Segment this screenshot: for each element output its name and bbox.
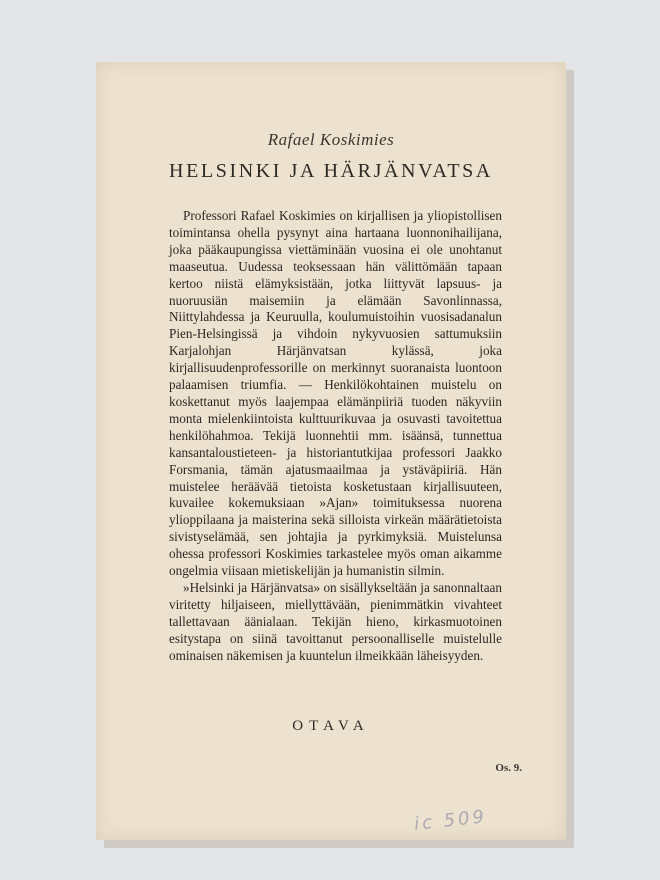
publisher-name: OTAVA xyxy=(292,718,370,734)
handwritten-note: ic 509 xyxy=(413,806,488,835)
blurb-paragraph: »Helsinki ja Härjänvatsa» on sisällykseltään ja sanonnaltaan viritetty hiljaiseen, miellyttävään, pienimmätkin vivahteet tallettavaan äänialaan. Tekijän hieno, kirkasmuotoinen esitystapa on siinä tavoittanut persoonalliselle muistelulle ominaisen näkemisen ja kuuntelun ilmeikkään läheisyyden. xyxy=(169,579,502,663)
book-back-cover xyxy=(96,62,566,840)
blurb-text xyxy=(169,208,502,664)
author-name: Rafael Koskimies xyxy=(267,130,395,149)
blurb-paragraph: Professori Rafael Koskimies on kirjallisen ja yliopistollisen toimintansa ohella pysynyt aina hartaana luonnonihailijana, joka pääkaupungissa viettäminään vuosina ei ole unohtanut maaseutua. Uudessa teoksessaan hän välittömään tapaan kertoo niistä elämyksistään, jotka liittyvät lapsuus- ja nuoruusiän maisemiin ja elämään Savonlinnassa, Niittylahdessa ja Keuruulla, koulumuistoihin vuosisadanalun Pien-Helsingissä ja vihdoin nykyvuosien sattumuksiin Karjalohjan Härjänvatsan kylässä, joka kirjallisuudenprofessorille on merkinnyt suoranaista luontoon palaamisen triumfia. — Henkilökohtainen muistelu on koskettanut myös laajempaa elämänpiiriä tuoden näkyviin monta mielenkiintoista kulttuurikuvaa ja osuvasti tavoitettua henkilöhahmoa. Tekijä luonnehtii mm. isäänsä, tunnettua kansantaloustieteen- ja historiantutkijaa professori Jaakko Forsmania, tämän ajatusmaailmaa ja ystäväpiiriä. Hän muistelee heräävää tietoista kosketustaan kirjallisuuteen, kuvailee kokemuksiaan »Ajan» toimituksessa nuorena ylioppilaana ja maisterina sekä silloista virkeän määrätietoista sivistyselämää, sen johtajia ja pyrkimyksiä. Muistelunsa ohessa professori Koskimies tarkastelee myös oman aikamme ongelmia viisaan mietiskelijän ja humanistin silmin. xyxy=(169,208,502,579)
book-title: HELSINKI JA HÄRJÄNVATSA xyxy=(169,160,493,182)
price-code: Os. 9. xyxy=(495,762,522,774)
